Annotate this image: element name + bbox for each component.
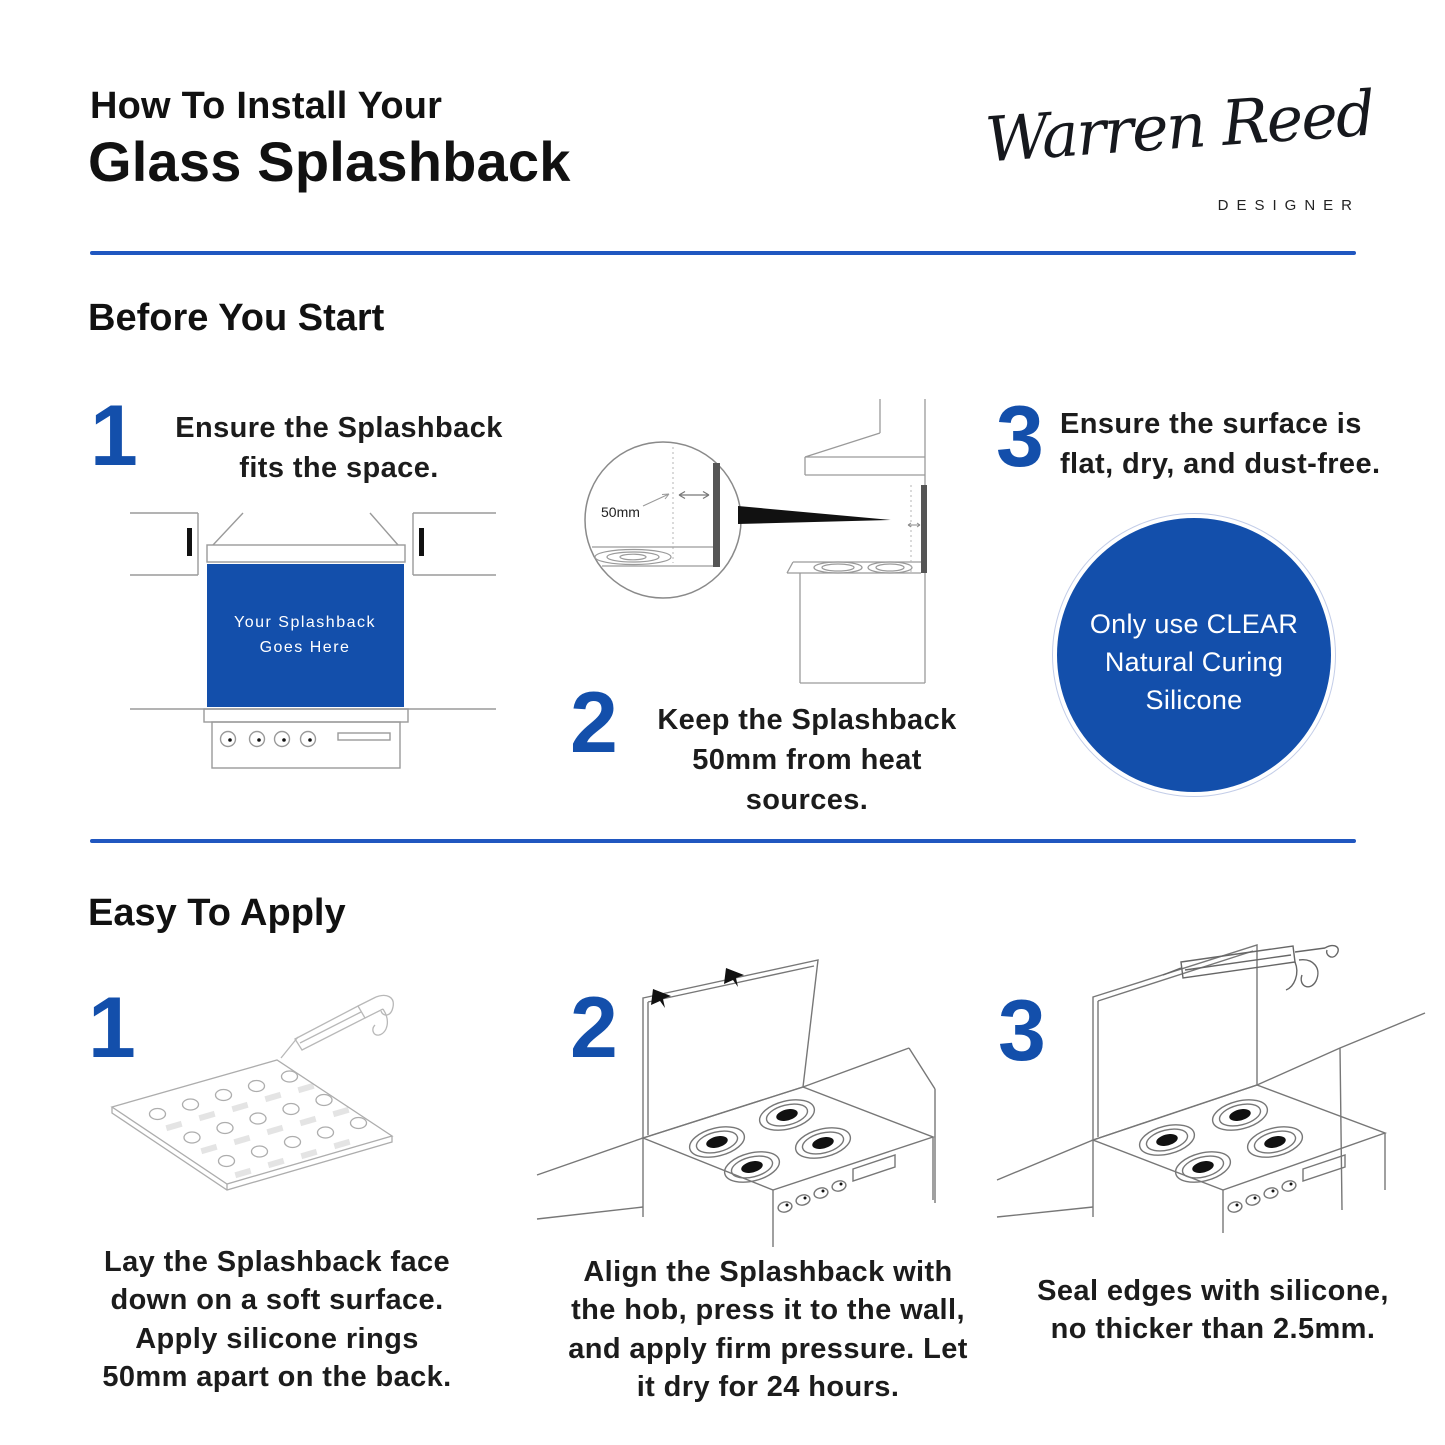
alignment-arrow-icon [724,968,744,987]
counter-right-edges [803,1048,935,1203]
splashback-edge-strip-zoom [713,463,720,567]
silicone-ring [184,1132,200,1143]
apply-step-3-caption [1003,1272,1423,1349]
right-cabinet-outline [413,513,496,575]
silicone-ring [318,1127,334,1138]
silicone-dash [231,1102,248,1112]
silicone-dash [300,1149,317,1159]
silicone-ring [183,1099,199,1110]
apply-step-1-number: 1 [88,980,136,1076]
knob-dot [1272,1190,1275,1193]
silicone-ring [282,1071,298,1082]
alignment-arrow-icon [651,989,671,1008]
before-step-1-text-line: fits the space. [239,452,439,485]
knob-dot [228,738,232,742]
silicone-dash [200,1144,217,1154]
burner-center [1263,1134,1287,1150]
divider-line-top [90,251,1356,255]
cooker-knob [795,1193,811,1206]
knob-dot [257,738,261,742]
cooker-display-slot [338,733,390,740]
brand-logo [975,72,1395,237]
cooker-hood-band [207,545,405,562]
apply-step-2-caption-line: it dry for 24 hours. [636,1370,900,1403]
before-step-2-text-line: 50mm from heat [692,744,922,777]
before-step-3-text [1060,404,1430,484]
silicone-dash [297,1083,314,1093]
cooker-knob [1263,1186,1279,1199]
callout-pointer-icon [738,506,891,524]
silicone-ring [217,1123,233,1134]
counter-left-edges [537,1138,643,1219]
apply-step-1-caption-line: Lay the Splashback face [103,1246,451,1278]
cooker-display-slot [853,1155,895,1181]
hob-surface [643,1087,933,1190]
silicone-note-line: Natural Curing [1104,646,1284,677]
glass-panel-installed [1093,945,1257,1140]
counter-right-edges [1257,1013,1425,1210]
apply-step-3-caption-line: no thicker than 2.5mm. [1050,1313,1376,1346]
apply-step-1-caption-line: down on a soft surface. [110,1284,444,1317]
silicone-dash [266,1125,283,1135]
silicone-dash [299,1116,316,1126]
burner-center [740,1159,764,1175]
hob-burner-inner [822,564,854,571]
silicone-ring [316,1095,332,1106]
apply-step-2-number: 2 [570,980,618,1076]
apply-step-3-number: 3 [998,983,1046,1079]
caulking-gun-icon [1163,946,1338,990]
left-cabinet-handle [187,528,192,556]
burner-center [1228,1107,1252,1123]
cooker-knob [221,732,236,747]
cooker-front-panel [212,722,400,768]
glass-panel-inner-edge [1098,951,1253,1137]
burner-center [811,1135,835,1151]
cooker-knob [250,732,265,747]
caulking-gun-icon [281,995,393,1058]
splashback-label-line2: Goes Here [259,639,351,656]
silicone-ring [219,1156,235,1167]
page-title-line2: Glass Splashback [88,130,571,193]
knob-dot [786,1204,789,1207]
splashback-edge-strip [921,485,927,573]
cooker-knob [831,1179,847,1192]
before-step-1-number: 1 [90,388,138,484]
before-step-3-number: 3 [996,389,1044,485]
knob-dot [840,1183,843,1186]
before-step-3-text-line: flat, dry, and dust-free. [1060,448,1381,481]
silicone-ring [351,1118,367,1129]
diagram-apply-silicone-rings [95,985,435,1210]
silicone-dash [332,1107,349,1117]
small-gap-arrow-icon [908,523,920,527]
silicone-dash [333,1139,350,1149]
silicone-dash [233,1135,250,1145]
before-step-2-number: 2 [570,675,618,771]
silicone-dash [267,1158,284,1168]
brand-logo-script: Warren Reed [982,76,1376,177]
splashback-panel-blue [207,564,404,707]
cooker-knob [777,1200,793,1213]
counter-left-edges [997,1140,1093,1217]
silicone-ring [249,1081,265,1092]
gap-measurement-label: 50mm [601,504,640,520]
splashback-label-line1: Your Splashback [234,614,376,631]
before-step-2-text-line: Keep the Splashback [657,704,957,736]
hob-burner-inner [876,564,904,571]
cooker-hood-flare [213,513,398,545]
diagram-align-splashback [535,955,965,1250]
apply-step-2-caption-line: the hob, press it to the wall, [571,1294,965,1327]
knob-dot [1254,1197,1257,1200]
knob-dot [282,738,286,742]
silicone-ring [285,1137,301,1148]
before-step-2-text-line: sources. [745,784,869,817]
knob-dot [804,1197,807,1200]
knob-dot [1290,1183,1293,1186]
apply-step-1-caption-line: 50mm apart on the back. [102,1360,452,1393]
cooker-knob [1281,1179,1297,1192]
knob-dot [308,738,312,742]
silicone-note-text [1057,518,1331,719]
silicone-dash [234,1168,251,1178]
cooker-knob [301,732,316,747]
cooker-side-edges [643,1137,933,1247]
silicone-note-circle [1057,518,1331,792]
cooker-knob [275,732,290,747]
silicone-dash [264,1092,281,1102]
before-step-3-text-line: Ensure the surface is [1060,408,1362,440]
cooker-top-strip [204,709,408,722]
cooker-knob [1245,1193,1261,1206]
cooker-knob [1227,1200,1243,1213]
page-title-line1: How To Install Your [90,85,443,127]
apply-step-3-caption-line: Seal edges with silicone, [1037,1275,1389,1307]
burner-center [705,1134,729,1150]
silicone-dash [165,1121,182,1131]
silicone-ring [150,1109,166,1120]
cabinet-body-outline [800,573,925,683]
silicone-ring [252,1146,268,1157]
burner-center [775,1107,799,1123]
silicone-ring [283,1104,299,1115]
diagram-seal-edges [995,935,1435,1235]
silicone-dash [198,1111,215,1121]
burner-center [1155,1132,1179,1148]
section-heading-apply: Easy To Apply [88,892,346,934]
silicone-note-line: Silicone [1145,684,1243,715]
divider-line-middle [90,839,1356,843]
apply-step-2-caption [538,1253,998,1406]
apply-step-1-caption-line: Apply silicone rings [135,1322,419,1355]
before-step-1-text [158,408,520,488]
apply-step-2-caption-line: Align the Splashback with [583,1256,953,1288]
apply-step-2-caption-line: and apply firm pressure. Let [568,1332,968,1365]
silicone-ring [216,1090,232,1101]
before-step-2-text [642,700,972,820]
right-cabinet-handle [419,528,424,556]
apply-step-1-caption [78,1243,476,1396]
silicone-note-line: Only use CLEAR [1089,609,1299,639]
knob-dot [1236,1204,1239,1207]
hood-flare-band [805,433,925,475]
diagram-heat-gap [565,395,965,695]
cooker-knob [813,1186,829,1199]
burner-center [1191,1159,1215,1175]
section-heading-before: Before You Start [88,297,385,339]
hood-duct-outline [880,399,925,683]
knob-dot [822,1190,825,1193]
silicone-ring [250,1113,266,1124]
before-step-1-text-line: Ensure the Splashback [175,412,503,444]
brand-logo-subtitle: DESIGNER [1217,197,1360,214]
diagram-splashback-fit [118,500,508,800]
